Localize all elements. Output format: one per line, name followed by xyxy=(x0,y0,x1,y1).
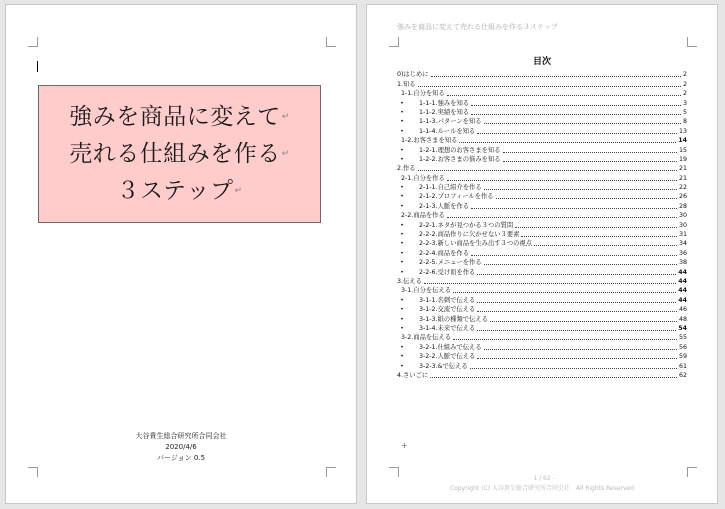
toc-entry-page: 38 xyxy=(678,259,687,267)
toc-entry-page: 3 xyxy=(682,99,687,107)
bullet-icon: • xyxy=(400,193,404,201)
toc-entry-page: 26 xyxy=(678,193,687,201)
toc-entry-label: 2.作る xyxy=(397,165,416,173)
toc-entry-page: 28 xyxy=(678,202,687,210)
version-label: バージョン 0.5 xyxy=(156,454,206,462)
dot-leader xyxy=(459,141,676,143)
title-line-1: 強みを商品に変えて↵ xyxy=(69,103,290,130)
toc-entry-page: 48 xyxy=(678,315,687,323)
toc-entry-page: 14 xyxy=(678,137,687,145)
toc-entry-page: 61 xyxy=(678,362,687,370)
toc-entry[interactable] xyxy=(397,295,687,304)
dot-leader xyxy=(424,282,676,284)
toc-entry-page: 31 xyxy=(678,231,687,239)
bullet-icon: • xyxy=(400,99,404,107)
toc-entry-label: 1-1-1.強みを知る xyxy=(419,99,470,107)
toc-entry[interactable] xyxy=(397,342,687,351)
toc-entry-page: 2 xyxy=(682,80,687,88)
dot-leader xyxy=(471,113,681,115)
toc-entry-page: 55 xyxy=(678,334,687,342)
toc-entry[interactable] xyxy=(397,108,687,117)
toc-entry[interactable] xyxy=(397,183,687,192)
dot-leader xyxy=(484,188,677,190)
dot-leader xyxy=(477,310,677,312)
crop-mark xyxy=(389,37,399,47)
toc-title: 目次 xyxy=(532,57,551,67)
dot-leader xyxy=(490,320,677,322)
crop-mark xyxy=(326,37,336,47)
toc-entry[interactable] xyxy=(397,211,687,220)
toc-entry-page: 8 xyxy=(682,118,687,126)
toc-entry-label: 1-2-2.お客さまの悩みを知る xyxy=(419,155,501,163)
toc-entry[interactable] xyxy=(397,155,687,164)
toc-entry[interactable] xyxy=(397,117,687,126)
toc-entry-label: 1-1.自分を知る xyxy=(401,90,445,98)
toc-entry-page: 62 xyxy=(678,371,687,379)
toc-entry-label: 2-1.自分を作る xyxy=(401,174,445,182)
toc-entry-label: 2-1-3.人脈を作る xyxy=(419,202,470,210)
toc-entry[interactable] xyxy=(397,98,687,107)
bullet-icon: • xyxy=(400,231,404,239)
toc-entry-page: 13 xyxy=(678,127,687,135)
toc-entry-page: 36 xyxy=(678,249,687,257)
bullet-icon: • xyxy=(400,296,404,304)
bullet-icon: • xyxy=(400,362,404,370)
copyright-footer: Copyright (C) 大谷貴生総合研究所合同会社 All Rights Reserved xyxy=(449,485,635,492)
toc-entry-page: 34 xyxy=(678,240,687,248)
toc-entry-label: 1-2-1.理想のお客さまを知る xyxy=(419,146,501,154)
toc-entry[interactable] xyxy=(397,324,687,333)
toc-entry-page: 19 xyxy=(678,155,687,163)
toc-entry-page: 2 xyxy=(682,90,687,98)
toc-entry[interactable] xyxy=(397,286,687,295)
toc-entry-label: 1-1-4.ルールを知る xyxy=(419,127,476,135)
toc-entry[interactable] xyxy=(397,230,687,239)
toc-entry[interactable] xyxy=(397,126,687,135)
toc-entry-page: 30 xyxy=(678,221,687,229)
organization-name: 大谷貴生総合研究所合同会社 xyxy=(135,432,227,440)
paragraph-mark-icon: + xyxy=(401,441,408,450)
toc-entry-page: 54 xyxy=(678,324,687,332)
dot-leader xyxy=(471,104,681,106)
toc-entry-page: 44 xyxy=(678,268,687,276)
bullet-icon: • xyxy=(400,353,404,361)
toc-entry-label: 1-1-3.パターンを知る xyxy=(419,118,482,126)
bullet-icon: • xyxy=(400,306,404,314)
running-header: 強みを商品に変えて売れる仕組みを作る３ステップ xyxy=(397,23,558,31)
dot-leader xyxy=(484,263,677,265)
toc-entry-label: 3.伝える xyxy=(397,277,422,285)
toc-entry[interactable] xyxy=(397,305,687,314)
toc-entry-label: 4.さいごに xyxy=(397,371,429,379)
dot-leader xyxy=(430,376,677,378)
dot-leader xyxy=(418,169,677,171)
dot-leader xyxy=(521,235,677,237)
toc-entry-label: 3-1-4.未来で伝える xyxy=(419,324,476,332)
toc-entry-label: 2-2-3.新しい商品を生み出す３つの視点 xyxy=(419,240,533,248)
toc-entry[interactable] xyxy=(397,164,687,173)
toc-entry[interactable] xyxy=(397,267,687,276)
dot-leader xyxy=(477,357,677,359)
toc-entry-label: 2-2-2.商品作りに欠かせない３要素 xyxy=(419,231,520,239)
table-of-contents xyxy=(397,70,687,380)
toc-entry[interactable] xyxy=(397,277,687,286)
bullet-icon: • xyxy=(400,259,404,267)
bullet-icon: • xyxy=(400,268,404,276)
toc-entry-label: 2-2-5.メニューを作る xyxy=(419,259,482,267)
toc-entry-page: 15 xyxy=(678,146,687,154)
bullet-icon: • xyxy=(400,202,404,210)
dot-leader xyxy=(471,254,677,256)
bullet-icon: • xyxy=(400,315,404,323)
dot-leader xyxy=(477,132,677,134)
page-number: - 1 / 62 - xyxy=(529,475,555,482)
dot-leader xyxy=(447,216,677,218)
toc-entry-page: 46 xyxy=(678,306,687,314)
bullet-icon: • xyxy=(400,249,404,257)
dot-leader xyxy=(477,329,676,331)
toc-entry[interactable] xyxy=(397,314,687,323)
dot-leader xyxy=(431,75,681,77)
toc-page xyxy=(366,4,718,504)
toc-entry[interactable] xyxy=(397,258,687,267)
toc-entry[interactable] xyxy=(397,89,687,98)
bullet-icon: • xyxy=(400,127,404,135)
bullet-icon: • xyxy=(400,146,404,154)
dot-leader xyxy=(484,348,677,350)
title-line-3: ３ステップ↵ xyxy=(116,177,243,204)
toc-entry[interactable] xyxy=(397,173,687,182)
dot-leader xyxy=(477,273,676,275)
crop-mark xyxy=(28,37,38,47)
toc-entry-label: 1-1-2.実績を知る xyxy=(419,108,470,116)
toc-entry-label: 3-1-1.名刺で伝える xyxy=(419,296,476,304)
toc-entry[interactable] xyxy=(397,192,687,201)
dot-leader xyxy=(515,226,677,228)
bullet-icon: • xyxy=(400,108,404,116)
dot-leader xyxy=(470,367,677,369)
toc-entry[interactable] xyxy=(397,220,687,229)
paragraph-mark-icon: ↵ xyxy=(234,185,243,196)
crop-mark xyxy=(28,467,38,477)
cover-page xyxy=(5,4,357,504)
toc-entry-label: 3-1.自分を伝える xyxy=(401,287,452,295)
toc-entry-label: 1-2.お客さまを知る xyxy=(401,137,458,145)
toc-entry[interactable] xyxy=(397,136,687,145)
dot-leader xyxy=(471,207,677,209)
toc-entry[interactable] xyxy=(397,201,687,210)
title-line-2: 売れる仕組みを作る↵ xyxy=(69,140,290,167)
toc-entry[interactable] xyxy=(397,239,687,248)
dot-leader xyxy=(484,122,681,124)
dot-leader xyxy=(503,160,677,162)
dot-leader xyxy=(418,85,681,87)
toc-entry-label: 0)はじめに xyxy=(397,71,429,79)
toc-entry-label: 2-1-2.プロフィールを作る xyxy=(419,193,494,201)
bullet-icon: • xyxy=(400,184,404,192)
bullet-icon: • xyxy=(400,240,404,248)
toc-entry-page: 21 xyxy=(678,165,687,173)
dot-leader xyxy=(534,244,677,246)
bullet-icon: • xyxy=(400,343,404,351)
toc-entry-label: 3-2-2.人脈で伝える xyxy=(419,353,476,361)
toc-entry-page: 22 xyxy=(678,184,687,192)
bullet-icon: • xyxy=(400,155,404,163)
toc-entry-label: 1.知る xyxy=(397,80,416,88)
toc-entry-page: 5 xyxy=(682,108,687,116)
dot-leader xyxy=(453,291,676,293)
dot-leader xyxy=(503,151,677,153)
toc-entry-page: 44 xyxy=(678,277,687,285)
toc-entry-page: 44 xyxy=(678,287,687,295)
toc-entry[interactable] xyxy=(397,79,687,88)
bullet-icon: • xyxy=(400,221,404,229)
toc-entry-label: 3-2.商品を伝える xyxy=(401,334,452,342)
dot-leader xyxy=(447,94,681,96)
toc-entry-label: 2-2.商品を作る xyxy=(401,212,445,220)
title-box[interactable] xyxy=(38,85,321,223)
toc-entry-label: 2-2-1.ネタが見つかる３つの質問 xyxy=(419,221,514,229)
toc-entry-label: 3-1-2.交流で伝える xyxy=(419,306,476,314)
toc-entry[interactable] xyxy=(397,70,687,79)
toc-entry-page: 56 xyxy=(678,343,687,351)
toc-entry-label: 3-2-1.仕組みで伝える xyxy=(419,343,482,351)
text-cursor xyxy=(37,61,38,72)
toc-entry-page: 44 xyxy=(678,296,687,304)
dot-leader xyxy=(477,301,676,303)
toc-entry-page: 59 xyxy=(678,353,687,361)
dot-leader xyxy=(496,197,677,199)
dot-leader xyxy=(447,179,677,181)
crop-mark xyxy=(687,37,697,47)
toc-entry[interactable] xyxy=(397,352,687,361)
toc-entry-label: 2-2-6.受け皿を作る xyxy=(419,268,476,276)
toc-entry[interactable] xyxy=(397,333,687,342)
paragraph-mark-icon: ↵ xyxy=(281,111,290,122)
cover-footer xyxy=(6,431,356,464)
toc-entry[interactable] xyxy=(397,361,687,370)
toc-entry-page: 30 xyxy=(678,212,687,220)
paragraph-mark-icon: ↵ xyxy=(281,148,290,159)
toc-entry-label: 2-2-4.商品を作る xyxy=(419,249,470,257)
crop-mark xyxy=(326,467,336,477)
toc-entry[interactable] xyxy=(397,145,687,154)
dot-leader xyxy=(453,338,677,340)
toc-entry-label: 3-1-3.紙の種類で伝える xyxy=(419,315,488,323)
bullet-icon: • xyxy=(400,324,404,332)
bullet-icon: • xyxy=(400,118,404,126)
toc-entry[interactable] xyxy=(397,371,687,380)
toc-entry[interactable] xyxy=(397,248,687,257)
toc-entry-page: 2 xyxy=(682,71,687,79)
document-date: 2020/4/6 xyxy=(165,443,197,451)
toc-entry-page: 21 xyxy=(678,174,687,182)
toc-entry-label: 2-1-1.自己紹介を作る xyxy=(419,184,482,192)
toc-entry-label: 3-2-3.&で伝える xyxy=(419,362,468,370)
